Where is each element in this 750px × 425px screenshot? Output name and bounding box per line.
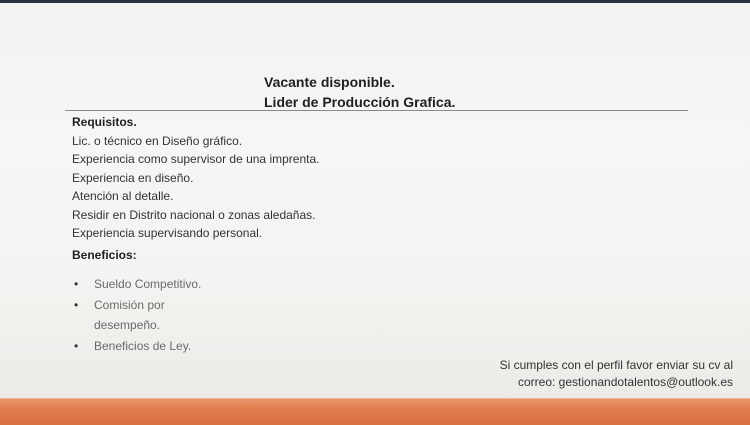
requirement-item: Experiencia en diseño. xyxy=(72,170,194,185)
requirement-item: Lic. o técnico en Diseño gráfico. xyxy=(72,134,243,148)
benefit-item xyxy=(72,274,201,295)
benefits-heading: Beneficios: xyxy=(72,248,137,262)
requirement-item: Experiencia como supervisor de una imprenta. xyxy=(72,152,320,167)
requirement-item: Residir en Distrito nacional o zonas aledañas. xyxy=(72,207,316,222)
title-line-position: Lider de Producción Grafica. xyxy=(264,94,456,110)
benefit-text-continuation: desempeño. xyxy=(94,318,161,332)
benefit-item xyxy=(72,336,201,357)
benefit-item xyxy=(72,295,201,336)
bullet-icon: • xyxy=(74,338,79,353)
requirement-item: Atención al detalle. xyxy=(72,189,174,204)
title-divider xyxy=(65,110,688,111)
page-title xyxy=(264,72,455,112)
benefit-text: Comisión por xyxy=(94,297,165,312)
requirements-heading: Requisitos. xyxy=(72,115,137,129)
title-line-vacancy: Vacante disponible. xyxy=(264,74,395,90)
requirements-list xyxy=(72,132,319,242)
benefit-text: Beneficios de Ley. xyxy=(94,338,192,353)
benefit-text: Sueldo Competitivo. xyxy=(94,277,202,291)
footer-bar xyxy=(0,398,750,425)
benefits-list xyxy=(72,274,201,356)
contact-instruction: Si cumples con el perfil favor enviar su cv al xyxy=(499,358,733,372)
requirement-item: Experiencia supervisando personal. xyxy=(72,226,263,241)
contact-email: correo: gestionandotalentos@outlook.es xyxy=(518,375,733,389)
bullet-icon: • xyxy=(74,297,79,312)
contact-info xyxy=(500,357,733,391)
bullet-icon: • xyxy=(74,277,79,291)
